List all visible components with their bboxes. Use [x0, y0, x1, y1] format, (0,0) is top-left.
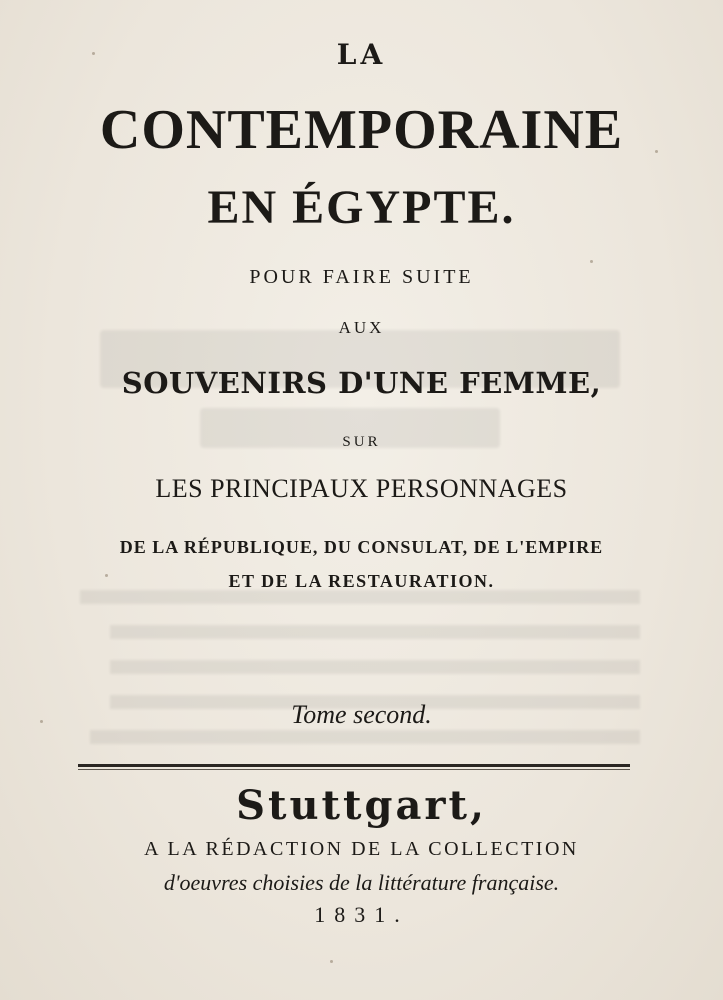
divider-rule-thin: [78, 769, 630, 770]
main-title: CONTEMPORAINE: [99, 99, 624, 161]
volume-label: Tome second.: [291, 700, 432, 729]
subtitle-pour-faire-suite: POUR FAIRE SUITE: [249, 266, 474, 288]
subtitle-principaux-personnages: LES PRINCIPAUX PERSONNAGES: [155, 474, 568, 503]
publication-year: 1831.: [314, 902, 409, 927]
publication-city: Stuttgart,: [236, 782, 487, 829]
subtitle-aux: AUX: [338, 318, 385, 337]
subtitle-restauration: ET DE LA RESTAURATION.: [228, 571, 495, 591]
subtitle-republique: DE LA RÉPUBLIQUE, DU CONSULAT, DE L'EMPIRE: [119, 537, 604, 557]
publisher-collection: d'oeuvres choisies de la littérature française.: [163, 870, 560, 895]
divider-rule: [78, 764, 630, 767]
title-article: LA: [336, 38, 387, 71]
publisher-line: A LA RÉDACTION DE LA COLLECTION: [144, 838, 579, 860]
subtitle-souvenirs: SOUVENIRS D'UNE FEMME,: [121, 366, 602, 400]
subtitle-sur: SUR: [342, 434, 381, 450]
title-location: EN ÉGYPTE.: [207, 181, 516, 234]
